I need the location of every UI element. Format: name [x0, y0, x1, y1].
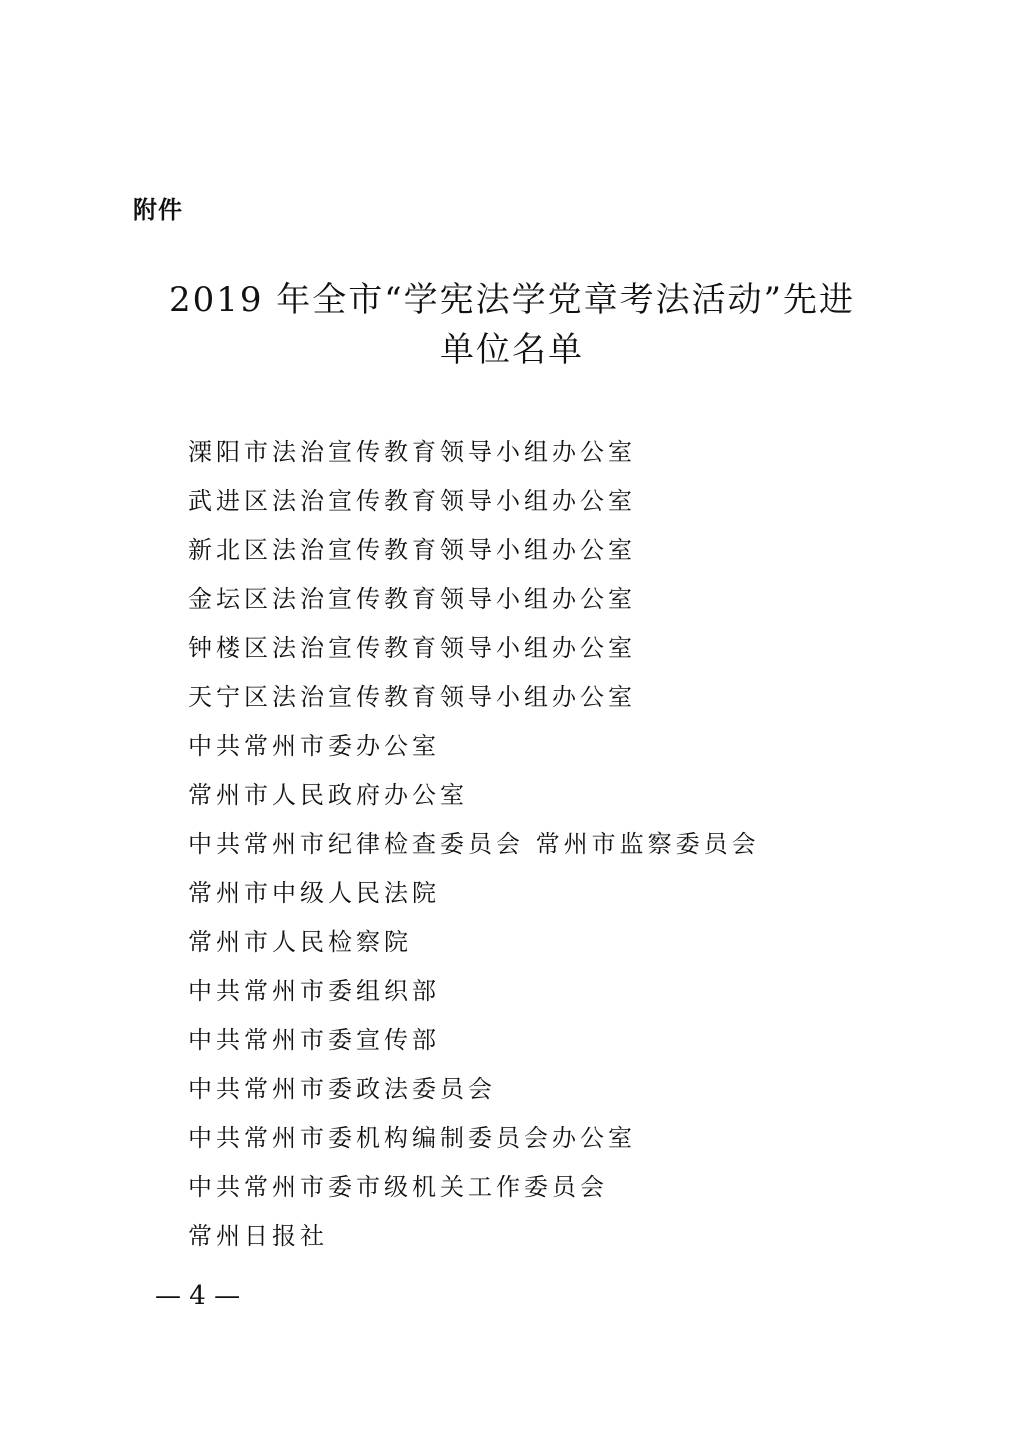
list-item: 常州市人民政府办公室 — [188, 781, 468, 809]
list-item: 中共常州市纪律检查委员会 常州市监察委员会 — [188, 830, 760, 858]
list-item: 新北区法治宣传教育领导小组办公室 — [188, 536, 636, 564]
page-number: — 4 — — [155, 1281, 241, 1311]
list-item: 金坛区法治宣传教育领导小组办公室 — [188, 585, 636, 613]
list-item: 天宁区法治宣传教育领导小组办公室 — [188, 683, 636, 711]
list-item: 常州日报社 — [188, 1222, 328, 1250]
list-item: 常州市中级人民法院 — [188, 879, 440, 907]
list-item: 常州市人民检察院 — [188, 928, 412, 956]
list-item: 钟楼区法治宣传教育领导小组办公室 — [188, 634, 636, 662]
list-item: 溧阳市法治宣传教育领导小组办公室 — [188, 438, 636, 466]
title-line-1: 2019 年全市“学宪法学党章考法活动”先进 — [168, 280, 856, 320]
unit-list — [188, 429, 760, 1262]
list-item: 中共常州市委宣传部 — [188, 1026, 440, 1054]
list-item: 中共常州市委机构编制委员会办公室 — [188, 1124, 636, 1152]
document-title — [110, 275, 914, 375]
title-line-2: 单位名单 — [440, 330, 584, 370]
list-item: 中共常州市委市级机关工作委员会 — [188, 1173, 608, 1201]
list-item: 武进区法治宣传教育领导小组办公室 — [188, 487, 636, 515]
attachment-label: 附件 — [133, 196, 183, 224]
list-item: 中共常州市委政法委员会 — [188, 1075, 496, 1103]
list-item: 中共常州市委组织部 — [188, 977, 440, 1005]
list-item: 中共常州市委办公室 — [188, 732, 440, 760]
